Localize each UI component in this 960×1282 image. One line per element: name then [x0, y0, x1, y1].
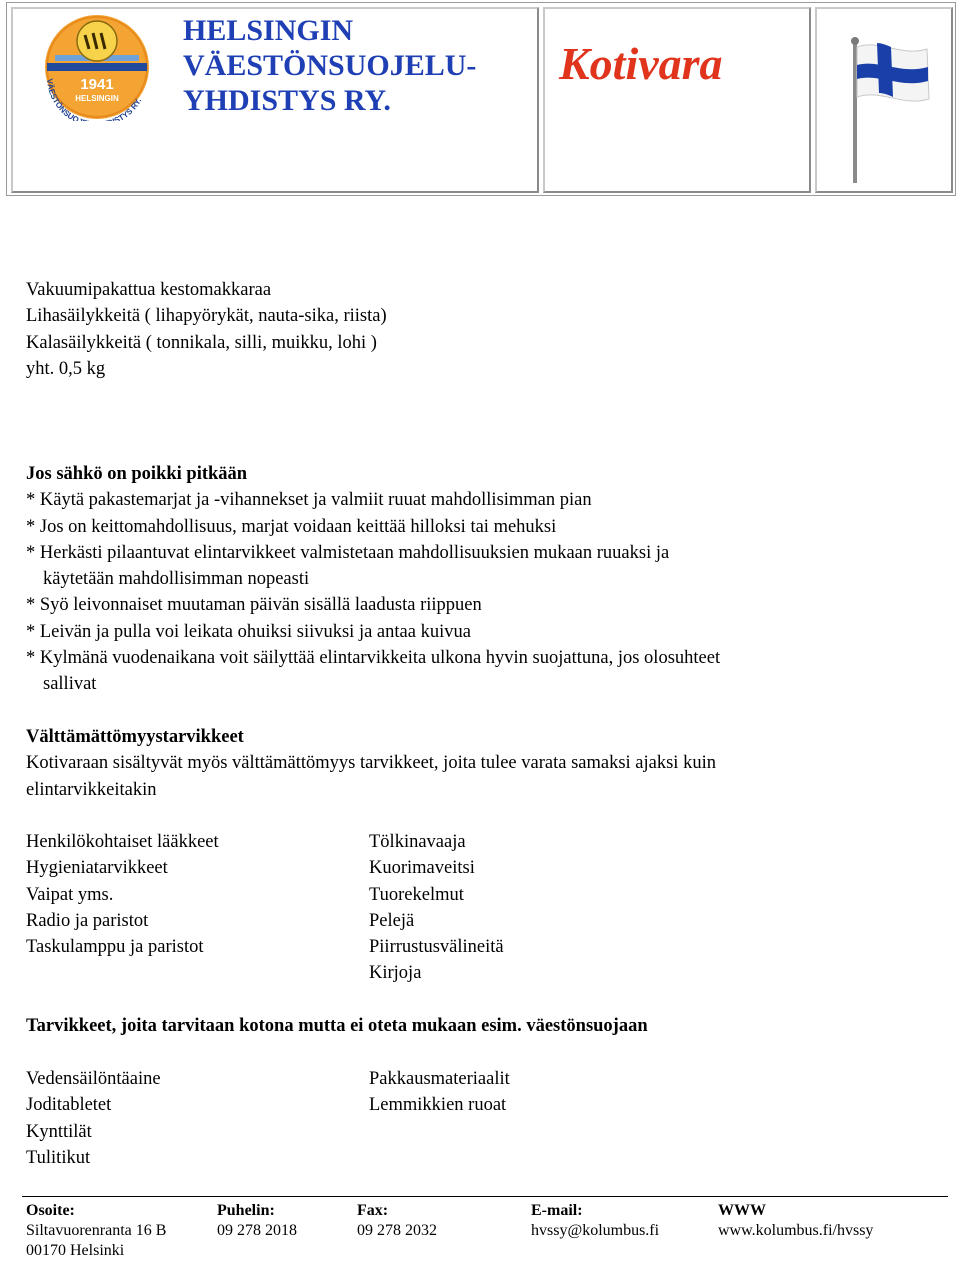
list-item: Joditabletet [26, 1095, 112, 1116]
logo-ring-text: VÄESTÖNSUO STYS RY. [44, 78, 144, 121]
footer-fax [357, 1201, 437, 1241]
list-item: Hygieniatarvikkeet [26, 858, 168, 879]
footer-value: 00170 Helsinki [26, 1242, 125, 1259]
email-link[interactable]: hvssy@kolumbus.fi [531, 1222, 660, 1239]
footer-www [718, 1201, 873, 1241]
list-item: Lemmikkien ruoat [369, 1095, 507, 1116]
footer-phone [217, 1201, 297, 1241]
list-item: Kirjoja [369, 963, 422, 984]
list-item: Taskulamppu ja paristot [26, 937, 204, 958]
header-cell-title [543, 7, 811, 193]
list-item: Radio ja paristot [26, 910, 149, 931]
footer-label: E-mail: [531, 1202, 583, 1219]
list-item: * Leivän ja pulla voi leikata ohuiksi siivuksi ja antaa kuivua [26, 621, 471, 642]
org-name-line-2: VÄESTÖNSUOJELU- [183, 49, 477, 82]
list-item: * Herkästi pilaantuvat elintarvikkeet valmistetaan mahdollisuuksien mukaan ruuaksi ja [26, 542, 670, 563]
necessities-section [26, 724, 716, 803]
footer-label: Osoite: [26, 1202, 75, 1219]
footer-value: Siltavuorenranta 16 B [26, 1222, 167, 1239]
list-item: Lihasäilykkeitä ( lihapyörykät, nauta-sika, riista) [26, 306, 387, 327]
footer-value: 09 278 2018 [217, 1222, 297, 1239]
power-outage-section [26, 461, 720, 698]
home-supplies-col1 [26, 1066, 161, 1171]
list-item: Kuorimaveitsi [369, 858, 475, 879]
finnish-flag-icon [839, 23, 939, 189]
list-item: Vakuumipakattua kestomakkaraa [26, 280, 272, 300]
list-item: Piirrustusvälineitä [369, 937, 504, 958]
intro-line: Kotivaraan sisältyvät myös välttämättömyys tarvikkeet, joita tulee varata samaksi ajaksi kuin [26, 753, 716, 774]
list-item: * Jos on keittomahdollisuus, marjat voidaan keittää hilloksi tai mehuksi [26, 516, 557, 537]
website-link[interactable]: www.kolumbus.fi/hvssy [718, 1222, 874, 1239]
association-logo [25, 13, 170, 127]
food-list [26, 277, 387, 382]
list-item: * Käytä pakastemarjat ja -vihannekset ja valmiit ruuat mahdollisimman pian [26, 490, 592, 511]
footer-label: WWW [718, 1202, 766, 1219]
org-name-line-1: HELSINGIN [183, 14, 354, 47]
list-item-continuation: käytetään mahdollisimman nopeasti [43, 569, 310, 590]
footer-label: Fax: [357, 1202, 389, 1219]
list-item: Kynttilät [26, 1121, 92, 1142]
organization-name [183, 13, 476, 118]
list-item: Tölkinavaaja [369, 832, 466, 852]
list-item: Vaipat yms. [26, 884, 114, 905]
header-cell-org [11, 7, 539, 193]
section-heading: Jos sähkö on poikki pitkään [26, 464, 248, 484]
list-item: * Kylmänä vuodenaikana voit säilyttää elintarvikkeita ulkona hyvin suojattuna, jos olosuhteet [26, 648, 721, 669]
home-supplies-col2 [369, 1066, 510, 1119]
list-item: Pelejä [369, 910, 415, 931]
header-cell-flag [815, 7, 953, 193]
list-item: * Syö leivonnaiset muutaman päivän sisällä laadusta riippuen [26, 595, 482, 616]
list-item: Tuorekelmut [369, 884, 464, 905]
list-item: yht. 0,5 kg [26, 358, 106, 379]
footer-address [26, 1201, 166, 1261]
header-table [6, 2, 956, 196]
list-item: Kalasäilykkeitä ( tonnikala, silli, muikku, lohi ) [26, 332, 377, 353]
logo-year: 1941 [80, 76, 114, 93]
list-item-continuation: sallivat [43, 674, 97, 695]
page-title: Kotivara [559, 38, 723, 89]
section-heading: Välttämättömyystarvikkeet [26, 727, 244, 747]
intro-line: elintarvikkeitakin [26, 779, 157, 800]
list-item: Vedensäilöntäaine [26, 1069, 161, 1089]
list-item: Henkilökohtaiset lääkkeet [26, 832, 219, 852]
logo-city: HELSINGIN [75, 94, 119, 103]
footer-label: Puhelin: [217, 1202, 275, 1219]
necessities-col2 [369, 829, 504, 987]
list-item: Pakkausmateriaalit [369, 1069, 510, 1089]
footer [22, 1196, 948, 1259]
footer-email [531, 1201, 659, 1241]
org-name-line-3: YHDISTYS RY. [183, 84, 391, 117]
necessities-col1 [26, 829, 219, 960]
section-heading: Tarvikkeet, joita tarvitaan kotona mutta ei oteta mukaan esim. väestönsuojaan [26, 1016, 648, 1036]
list-item: Tulitikut [26, 1147, 91, 1168]
footer-value: 09 278 2032 [357, 1222, 437, 1239]
